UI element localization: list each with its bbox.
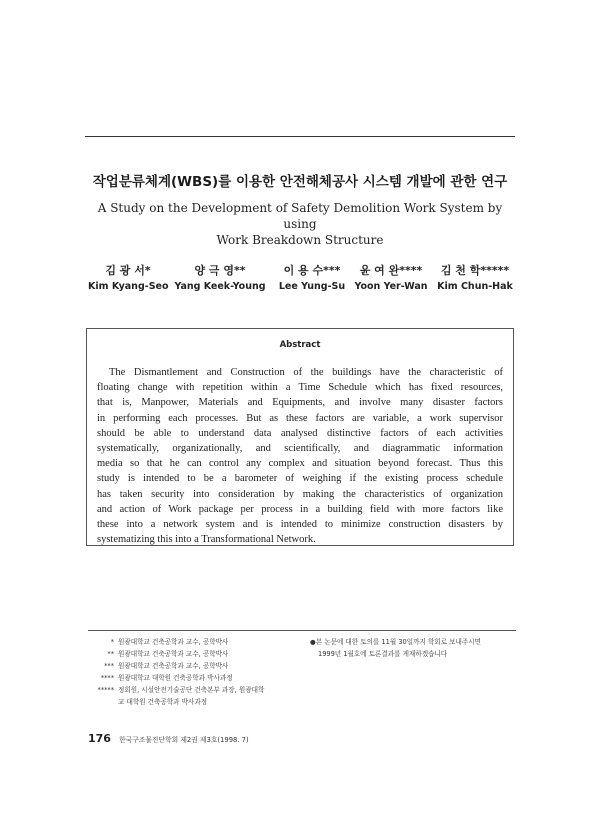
- author-name-english: Yoon Yer-Wan: [354, 281, 428, 292]
- paper-title-english: [85, 200, 515, 248]
- footnote: [88, 660, 298, 672]
- abstract-line: floating change with repetition within a Time Schedule which has fixed resources,: [97, 382, 503, 394]
- author-name-english: Lee Yung-Su: [278, 281, 346, 292]
- footnote-mark: ***: [104, 662, 114, 670]
- abstract-line: systematically, organizationally, and scientifically, and diagrammatic information: [97, 443, 503, 455]
- footnote-text: 원광대학교 건축공학과 교수, 공학박사: [118, 662, 229, 670]
- author-name-korean: 윤 여 완****: [359, 264, 423, 277]
- footnote-mark: **: [107, 650, 114, 658]
- paper-title-korean: 작업분류체계(WBS)를 이용한 안전해체공사 시스템 개발에 관한 연구: [92, 174, 508, 190]
- discussion-notice-line: ●본 논문에 대한 토의를 11월 30일까지 학회로 보내주시면: [310, 638, 481, 646]
- author-name-korean: 이 용 수***: [283, 264, 341, 277]
- top-rule: [85, 136, 515, 137]
- abstract-line: has taken security into consideration by making the characteristics of organization: [97, 488, 503, 500]
- author-name-korean: 김 광 서*: [105, 264, 151, 277]
- author: [88, 262, 168, 292]
- discussion-notice-line: 1999년 1월호에 토론결과를 게재하겠습니다: [318, 650, 448, 658]
- author: [434, 262, 516, 292]
- author-name-korean: 김 천 학*****: [440, 264, 510, 277]
- page-number: 176: [88, 732, 111, 745]
- abstract-body: [97, 365, 503, 547]
- footnote-rule: [88, 630, 516, 631]
- page-footer: [88, 727, 249, 746]
- abstract-line: that is, Manpower, Materials and Equipments, and involve many disaster factors: [97, 397, 503, 409]
- footnote-text: 원광대학교 건축공학과 교수, 공학박사: [118, 638, 229, 646]
- author-name-korean: 양 극 영**: [194, 264, 246, 277]
- footnote-mark: ****: [100, 674, 114, 682]
- footnote-mark: *****: [97, 686, 114, 694]
- abstract-line: these into a network system and is intended to minimize construction disasters by: [97, 519, 503, 531]
- abstract-line: The Dismantlement and Construction of the buildings have the characteristic of: [109, 367, 503, 378]
- author-name-english: Kim Chun-Hak: [437, 281, 513, 292]
- footnote-text: 원광대학교 건축공학과 교수, 공학박사: [118, 650, 229, 658]
- title-en-line: Work Breakdown Structure: [216, 233, 384, 247]
- abstract-line: media so that he can control any complex and situation beyond forecast. Thus this: [97, 458, 503, 470]
- discussion-notice: [310, 636, 520, 660]
- footnote-text: 원광대학교 대학원 건축공학과 박사과정: [118, 674, 233, 682]
- author: [174, 262, 266, 292]
- abstract-line: and action of Work package per process in a building field with more factors like: [97, 503, 503, 515]
- footnote: [88, 684, 298, 696]
- footnote-mark: *: [110, 638, 114, 646]
- abstract-heading: Abstract: [279, 340, 321, 350]
- author: [274, 262, 350, 292]
- journal-citation: 한국구조물진단학회 제2권 제3호(1998. 7): [119, 736, 249, 744]
- author: [352, 262, 430, 292]
- title-en-line: A Study on the Development of Safety Demolition Work System by using: [97, 201, 503, 231]
- abstract-box: [86, 328, 514, 546]
- author-list: [88, 262, 516, 298]
- footnote: [88, 672, 298, 684]
- abstract-line: should be able to understand data analysed distinctive factors of each activities: [97, 427, 503, 439]
- author-name-english: Kim Kyang-Seo: [88, 281, 169, 292]
- footnote-text: 정회원, 시설안전기술공단 건축본부 과장, 원광대학: [118, 686, 265, 694]
- abstract-line: in performing each processes. But as these factors are variable, a work supervisor: [97, 412, 503, 424]
- author-name-english: Yang Keek-Young: [174, 281, 266, 292]
- footnote: [88, 648, 298, 660]
- abstract-line: study is intended to be a barometer of weighing if the existing process schedule: [97, 473, 503, 485]
- author-affiliation-footnotes: [88, 636, 298, 708]
- footnote: [88, 636, 298, 648]
- abstract-line: systematizing this into a Transformational Network.: [97, 534, 316, 546]
- footnote-continuation: 교 대학원 건축공학과 박사과정: [118, 698, 208, 706]
